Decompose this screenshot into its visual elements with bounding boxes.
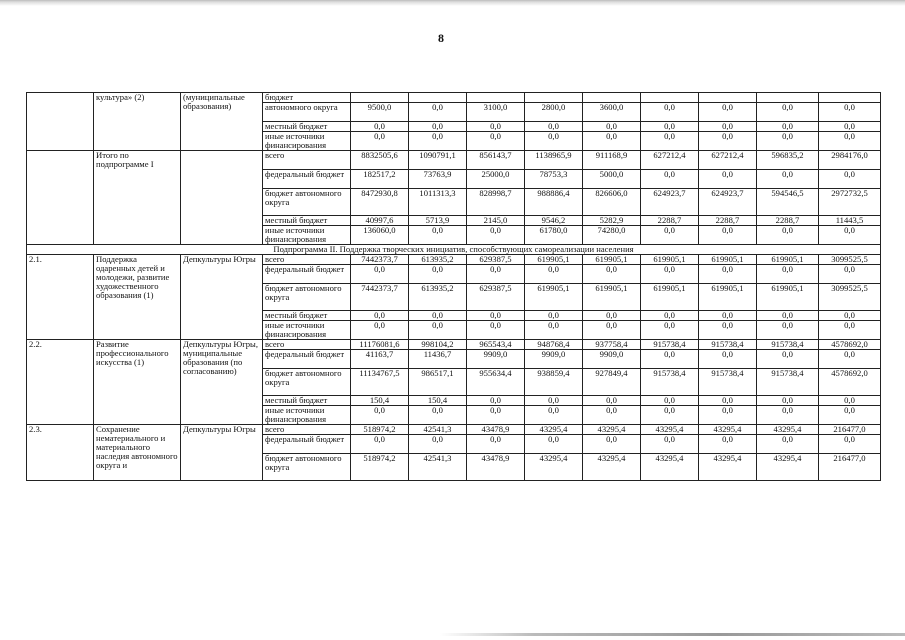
cell-value: 0,0 xyxy=(583,321,641,340)
cell-source: всего xyxy=(263,340,351,350)
cell-value: 619905,1 xyxy=(699,255,757,265)
cell-value: 5000,0 xyxy=(583,170,641,189)
cell-value: 938859,4 xyxy=(525,369,583,396)
cell-value: 619905,1 xyxy=(641,255,699,265)
cell-value: 9909,0 xyxy=(467,350,525,369)
cell-value: 0,0 xyxy=(409,321,467,340)
cell-source: бюджет xyxy=(263,93,351,103)
cell-value: 0,0 xyxy=(409,132,467,151)
cell-source: местный бюджет xyxy=(263,311,351,321)
cell-value: 2984176,0 xyxy=(819,151,881,170)
cell-value: 0,0 xyxy=(699,132,757,151)
cell-value: 596835,2 xyxy=(757,151,819,170)
cell-value: 0,0 xyxy=(699,122,757,132)
cell-value: 927849,4 xyxy=(583,369,641,396)
cell-value: 150,4 xyxy=(351,396,409,406)
cell-value: 0,0 xyxy=(409,311,467,321)
cell-value: 0,0 xyxy=(467,265,525,284)
cell-value: 0,0 xyxy=(467,321,525,340)
cell-value: 0,0 xyxy=(525,265,583,284)
cell-value: 627212,4 xyxy=(641,151,699,170)
cell-value: 0,0 xyxy=(467,435,525,454)
cell-value: 8832505,6 xyxy=(351,151,409,170)
cell-value: 0,0 xyxy=(641,170,699,189)
cell-value: 0,0 xyxy=(819,321,881,340)
cell-value: 0,0 xyxy=(699,321,757,340)
cell-value: 911168,9 xyxy=(583,151,641,170)
cell-value: 216477,0 xyxy=(819,454,881,481)
cell-value: 43295,4 xyxy=(757,425,819,435)
cell-value: 629387,5 xyxy=(467,255,525,265)
cell-value: 619905,1 xyxy=(641,284,699,311)
cell-value: 0,0 xyxy=(819,170,881,189)
cell-value: 998104,2 xyxy=(409,340,467,350)
cell-value: 78753,3 xyxy=(525,170,583,189)
cell-value: 0,0 xyxy=(757,396,819,406)
cell-value: 7442373,7 xyxy=(351,284,409,311)
cell-value: 3100,0 xyxy=(467,103,525,122)
cell-no xyxy=(27,93,94,151)
cell-value: 43478,9 xyxy=(467,425,525,435)
cell-value: 915738,4 xyxy=(757,340,819,350)
cell-value: 828998,7 xyxy=(467,189,525,216)
cell-value: 0,0 xyxy=(819,396,881,406)
cell-value: 0,0 xyxy=(351,321,409,340)
cell-value: 2288,7 xyxy=(641,216,699,226)
cell-value: 624923,7 xyxy=(699,189,757,216)
cell-exec: Депкультуры Югры xyxy=(181,255,263,340)
cell-value: 856143,7 xyxy=(467,151,525,170)
cell-value: 0,0 xyxy=(641,406,699,425)
cell-value: 0,0 xyxy=(641,122,699,132)
cell-value: 3600,0 xyxy=(583,103,641,122)
cell-value: 43295,4 xyxy=(641,425,699,435)
cell-value: 0,0 xyxy=(583,406,641,425)
cell-value: 73763,9 xyxy=(409,170,467,189)
cell-value: 11443,5 xyxy=(819,216,881,226)
cell-value: 0,0 xyxy=(757,226,819,245)
cell-no: 2.2. xyxy=(27,340,94,425)
cell-no xyxy=(27,151,94,245)
cell-value: 0,0 xyxy=(351,435,409,454)
cell-value: 0,0 xyxy=(641,311,699,321)
cell-value: 25000,0 xyxy=(467,170,525,189)
cell-value: 0,0 xyxy=(351,132,409,151)
cell-value: 915738,4 xyxy=(699,340,757,350)
cell-value: 182517,2 xyxy=(351,170,409,189)
cell-value: 619905,1 xyxy=(583,255,641,265)
cell-exec: (муниципальные образования) xyxy=(181,93,263,151)
cell-value xyxy=(757,93,819,103)
cell-source: федеральный бюджет xyxy=(263,350,351,369)
cell-source: бюджет автономного округа xyxy=(263,189,351,216)
cell-value: 0,0 xyxy=(819,311,881,321)
cell-value xyxy=(409,93,467,103)
cell-value: 0,0 xyxy=(757,406,819,425)
cell-value: 43295,4 xyxy=(583,454,641,481)
cell-value: 594546,5 xyxy=(757,189,819,216)
cell-value: 0,0 xyxy=(641,103,699,122)
cell-value: 42541,3 xyxy=(409,454,467,481)
cell-value: 629387,5 xyxy=(467,284,525,311)
cell-value: 43295,4 xyxy=(757,454,819,481)
cell-value: 0,0 xyxy=(757,122,819,132)
cell-value: 0,0 xyxy=(699,350,757,369)
cell-no: 2.3. xyxy=(27,425,94,481)
cell-name: Развитие профессионального искусства (1) xyxy=(94,340,181,425)
cell-value: 4578692,0 xyxy=(819,340,881,350)
cell-value: 0,0 xyxy=(351,265,409,284)
cell-value: 0,0 xyxy=(409,435,467,454)
cell-value xyxy=(467,93,525,103)
cell-value: 0,0 xyxy=(641,226,699,245)
cell-value: 0,0 xyxy=(641,435,699,454)
cell-value: 43295,4 xyxy=(699,454,757,481)
cell-value: 2288,7 xyxy=(757,216,819,226)
cell-value: 9500,0 xyxy=(351,103,409,122)
cell-value: 0,0 xyxy=(819,103,881,122)
cell-value: 8472930,8 xyxy=(351,189,409,216)
cell-value: 0,0 xyxy=(699,311,757,321)
cell-value: 0,0 xyxy=(525,435,583,454)
cell-value: 11176081,6 xyxy=(351,340,409,350)
cell-value: 0,0 xyxy=(699,435,757,454)
cell-value: 619905,1 xyxy=(699,284,757,311)
cell-value: 915738,4 xyxy=(641,369,699,396)
cell-value: 624923,7 xyxy=(641,189,699,216)
cell-value: 0,0 xyxy=(699,103,757,122)
cell-name: Итого по подпрограмме I xyxy=(94,151,181,245)
cell-value xyxy=(641,93,699,103)
cell-value: 915738,4 xyxy=(757,369,819,396)
cell-value: 0,0 xyxy=(641,396,699,406)
cell-exec: Депкультуры Югры, муниципальные образования (по согласованию) xyxy=(181,340,263,425)
cell-value: 0,0 xyxy=(819,435,881,454)
cell-value: 9909,0 xyxy=(583,350,641,369)
cell-value: 43295,4 xyxy=(641,454,699,481)
cell-name: культура» (2) xyxy=(94,93,181,151)
cell-value: 0,0 xyxy=(583,311,641,321)
cell-source: бюджет автономного округа xyxy=(263,454,351,481)
cell-source: бюджет автономного округа xyxy=(263,284,351,311)
cell-value: 0,0 xyxy=(641,321,699,340)
cell-value: 0,0 xyxy=(757,170,819,189)
cell-value: 619905,1 xyxy=(757,255,819,265)
cell-value: 613935,2 xyxy=(409,284,467,311)
cell-value: 0,0 xyxy=(467,406,525,425)
cell-source: местный бюджет xyxy=(263,216,351,226)
cell-value: 0,0 xyxy=(819,406,881,425)
cell-value xyxy=(351,93,409,103)
cell-value: 0,0 xyxy=(409,406,467,425)
cell-value xyxy=(583,93,641,103)
cell-no: 2.1. xyxy=(27,255,94,340)
cell-value: 0,0 xyxy=(351,406,409,425)
cell-value: 0,0 xyxy=(819,350,881,369)
cell-value: 11436,7 xyxy=(409,350,467,369)
cell-value: 0,0 xyxy=(525,122,583,132)
cell-value: 619905,1 xyxy=(525,284,583,311)
cell-value: 7442373,7 xyxy=(351,255,409,265)
cell-value xyxy=(525,93,583,103)
cell-source: федеральный бюджет xyxy=(263,170,351,189)
cell-name: Поддержка одаренных детей и молодежи, развитие художественного образования (1) xyxy=(94,255,181,340)
cell-value: 0,0 xyxy=(819,132,881,151)
budget-table xyxy=(26,92,881,481)
cell-value: 1011313,3 xyxy=(409,189,467,216)
scan-edge-bottom xyxy=(440,633,905,636)
cell-value: 955634,4 xyxy=(467,369,525,396)
cell-source: иные источники финансирования xyxy=(263,321,351,340)
cell-value: 41163,7 xyxy=(351,350,409,369)
cell-value: 136060,0 xyxy=(351,226,409,245)
cell-value: 1138965,9 xyxy=(525,151,583,170)
cell-value: 518974,2 xyxy=(351,454,409,481)
cell-value: 988886,4 xyxy=(525,189,583,216)
cell-name: Сохранение нематериального и материального наследия автономного округа и xyxy=(94,425,181,481)
cell-value: 0,0 xyxy=(699,226,757,245)
cell-value: 74280,0 xyxy=(583,226,641,245)
cell-value: 0,0 xyxy=(819,265,881,284)
cell-value: 0,0 xyxy=(467,122,525,132)
cell-source: федеральный бюджет xyxy=(263,435,351,454)
cell-value: 0,0 xyxy=(525,132,583,151)
cell-value: 965543,4 xyxy=(467,340,525,350)
cell-value: 0,0 xyxy=(409,265,467,284)
cell-value: 948768,4 xyxy=(525,340,583,350)
table-row xyxy=(27,425,881,435)
cell-value: 5713,9 xyxy=(409,216,467,226)
subprogram-title: Подпрограмма II. Поддержка творческих инициатив, способствующих самореализации населения xyxy=(27,245,881,255)
cell-value: 0,0 xyxy=(757,265,819,284)
cell-source: бюджет автономного округа xyxy=(263,369,351,396)
cell-value: 0,0 xyxy=(819,122,881,132)
cell-value: 0,0 xyxy=(583,132,641,151)
cell-value: 518974,2 xyxy=(351,425,409,435)
cell-value: 3099525,5 xyxy=(819,284,881,311)
cell-value: 2145,0 xyxy=(467,216,525,226)
cell-value: 3099525,5 xyxy=(819,255,881,265)
cell-source: местный бюджет xyxy=(263,122,351,132)
cell-value: 0,0 xyxy=(467,132,525,151)
cell-value: 0,0 xyxy=(641,350,699,369)
cell-value: 0,0 xyxy=(757,350,819,369)
cell-value: 0,0 xyxy=(699,396,757,406)
cell-value: 0,0 xyxy=(641,265,699,284)
cell-value: 1090791,1 xyxy=(409,151,467,170)
cell-value: 0,0 xyxy=(583,122,641,132)
cell-value: 0,0 xyxy=(467,396,525,406)
cell-value: 9909,0 xyxy=(525,350,583,369)
cell-value: 0,0 xyxy=(467,226,525,245)
cell-value: 0,0 xyxy=(757,132,819,151)
cell-value: 0,0 xyxy=(819,226,881,245)
cell-value: 613935,2 xyxy=(409,255,467,265)
cell-value: 0,0 xyxy=(409,122,467,132)
cell-value: 826606,0 xyxy=(583,189,641,216)
cell-value: 43478,9 xyxy=(467,454,525,481)
cell-value: 0,0 xyxy=(409,226,467,245)
cell-value: 9546,2 xyxy=(525,216,583,226)
cell-value xyxy=(819,93,881,103)
cell-value: 0,0 xyxy=(351,122,409,132)
cell-value: 0,0 xyxy=(525,406,583,425)
cell-value: 43295,4 xyxy=(699,425,757,435)
cell-value: 915738,4 xyxy=(641,340,699,350)
page-number: 8 xyxy=(438,31,444,45)
cell-value xyxy=(699,93,757,103)
cell-value: 0,0 xyxy=(641,132,699,151)
cell-value: 42541,3 xyxy=(409,425,467,435)
cell-value: 915738,4 xyxy=(699,369,757,396)
cell-exec: Депкультуры Югры xyxy=(181,425,263,481)
cell-source: автономного округа xyxy=(263,103,351,122)
cell-value: 0,0 xyxy=(525,396,583,406)
cell-value: 0,0 xyxy=(757,311,819,321)
cell-value: 43295,4 xyxy=(525,454,583,481)
cell-value: 2972732,5 xyxy=(819,189,881,216)
table-row xyxy=(27,93,881,103)
cell-value: 619905,1 xyxy=(525,255,583,265)
cell-value: 43295,4 xyxy=(583,425,641,435)
cell-value: 0,0 xyxy=(757,321,819,340)
table-row xyxy=(27,340,881,350)
cell-value: 43295,4 xyxy=(525,425,583,435)
cell-value: 2800,0 xyxy=(525,103,583,122)
cell-value: 0,0 xyxy=(583,435,641,454)
cell-value: 619905,1 xyxy=(757,284,819,311)
cell-value: 5282,9 xyxy=(583,216,641,226)
table-row xyxy=(27,151,881,170)
cell-source: иные источники финансирования xyxy=(263,226,351,245)
cell-value: 619905,1 xyxy=(583,284,641,311)
cell-value: 0,0 xyxy=(699,406,757,425)
cell-value: 0,0 xyxy=(525,311,583,321)
cell-value: 11134767,5 xyxy=(351,369,409,396)
cell-source: иные источники финансирования xyxy=(263,132,351,151)
cell-value: 986517,1 xyxy=(409,369,467,396)
cell-value: 0,0 xyxy=(583,396,641,406)
cell-value: 216477,0 xyxy=(819,425,881,435)
cell-value: 0,0 xyxy=(757,435,819,454)
cell-value: 0,0 xyxy=(699,265,757,284)
cell-value: 0,0 xyxy=(583,265,641,284)
cell-value: 0,0 xyxy=(699,170,757,189)
cell-value: 61780,0 xyxy=(525,226,583,245)
cell-source: всего xyxy=(263,255,351,265)
scan-edge-top xyxy=(0,0,905,6)
cell-source: иные источники финансирования xyxy=(263,406,351,425)
cell-value: 150,4 xyxy=(409,396,467,406)
cell-source: всего xyxy=(263,151,351,170)
cell-value: 4578692,0 xyxy=(819,369,881,396)
cell-value: 2288,7 xyxy=(699,216,757,226)
cell-source: федеральный бюджет xyxy=(263,265,351,284)
cell-source: всего xyxy=(263,425,351,435)
cell-value: 0,0 xyxy=(525,321,583,340)
cell-value: 0,0 xyxy=(409,103,467,122)
table-row xyxy=(27,255,881,265)
cell-value: 937758,4 xyxy=(583,340,641,350)
cell-value: 0,0 xyxy=(467,311,525,321)
cell-value: 627212,4 xyxy=(699,151,757,170)
cell-source: местный бюджет xyxy=(263,396,351,406)
cell-value: 40997,6 xyxy=(351,216,409,226)
cell-value: 0,0 xyxy=(351,311,409,321)
cell-exec xyxy=(181,151,263,245)
cell-value: 0,0 xyxy=(757,103,819,122)
subprogram-heading-row xyxy=(27,245,881,255)
